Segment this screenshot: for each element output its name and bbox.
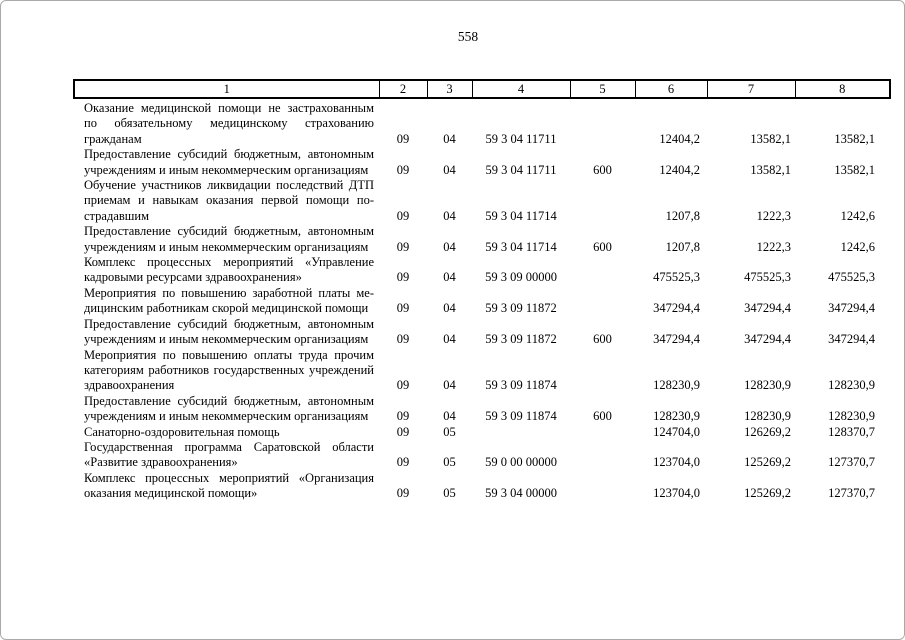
code-csr-cell xyxy=(472,425,570,440)
amount-year2-cell: 347294,4 xyxy=(744,332,791,347)
amount-year3-cell: 13582,1 xyxy=(834,162,875,177)
amount-year2-cell: 13582,1 xyxy=(750,162,791,177)
amount-year1-cell: 128230,9 xyxy=(653,409,700,424)
expense-name-cell: Государственная программа Саратовской области «Развитие здравоохранения» xyxy=(84,439,374,470)
amount-year2-cell: 125269,2 xyxy=(744,486,791,501)
expense-name-cell: Предоставление субсидий бюджетным, автономным учреждениям и иным некоммерческим организациям xyxy=(84,147,374,177)
expense-name-cell: Оказание медицинской помощи не застрахованным по обязательному медицинскому страхованию гражданам xyxy=(84,101,374,146)
expense-name-cell: Мероприятия по повышению оплаты труда прочим категориям работников государственных учреждений здравоохранения xyxy=(84,347,374,393)
amount-year1-cell: 123704,0 xyxy=(653,486,700,501)
code-pr-cell: 04 xyxy=(443,208,456,223)
code-vr-cell xyxy=(570,178,635,224)
amount-year2-cell: 128230,9 xyxy=(744,378,791,393)
column-header-3: 3 xyxy=(427,80,472,98)
code-vr-cell: 600 xyxy=(593,409,612,424)
code-rz-cell: 09 xyxy=(396,162,410,177)
page-number: 558 xyxy=(457,29,479,44)
column-header-8: 8 xyxy=(795,80,890,98)
code-vr-cell: 600 xyxy=(593,332,612,347)
code-rz-cell: 09 xyxy=(396,131,410,146)
code-pr-cell: 04 xyxy=(443,239,456,254)
table-row xyxy=(74,394,890,425)
amount-year1-cell: 1207,8 xyxy=(665,239,700,254)
code-pr-cell: 04 xyxy=(443,270,456,285)
code-csr-cell: 59 3 04 00000 xyxy=(485,486,557,501)
amount-year3-cell: 128230,9 xyxy=(828,409,875,424)
column-header-4: 4 xyxy=(472,80,570,98)
code-rz-cell: 09 xyxy=(396,486,410,501)
table-row xyxy=(74,224,890,255)
amount-year3-cell: 1242,6 xyxy=(840,208,875,223)
amount-year3-cell: 128370,7 xyxy=(828,424,875,439)
amount-year1-cell: 12404,2 xyxy=(659,131,700,146)
amount-year1-cell: 1207,8 xyxy=(665,208,700,223)
amount-year3-cell: 347294,4 xyxy=(828,301,875,316)
amount-year1-cell: 475525,3 xyxy=(653,270,700,285)
amount-year2-cell: 347294,4 xyxy=(744,301,791,316)
code-pr-cell: 04 xyxy=(443,332,456,347)
amount-year2-cell: 128230,9 xyxy=(744,409,791,424)
code-csr-cell: 59 3 04 11714 xyxy=(485,239,557,254)
code-csr-cell: 59 3 09 11874 xyxy=(485,378,557,393)
budget-table xyxy=(73,79,891,502)
amount-year1-cell: 128230,9 xyxy=(653,378,700,393)
amount-year1-cell: 123704,0 xyxy=(653,455,700,470)
code-csr-cell: 59 3 04 11711 xyxy=(485,131,557,146)
expense-name-cell: Мероприятия по повышению заработной платы медицинским работникам скорой медицинской помощи xyxy=(84,285,374,316)
code-csr-cell: 59 3 04 11714 xyxy=(485,208,557,223)
amount-year1-cell: 12404,2 xyxy=(659,162,700,177)
code-rz-cell: 09 xyxy=(396,424,410,439)
expense-name-cell: Предоставление субсидий бюджетным, автономным учреждениям и иным некоммерческим организациям xyxy=(84,316,374,347)
code-csr-cell: 59 3 09 11872 xyxy=(485,301,557,316)
column-header-6: 6 xyxy=(635,80,707,98)
code-vr-cell xyxy=(570,425,635,440)
code-rz-cell: 09 xyxy=(396,270,410,285)
amount-year3-cell: 475525,3 xyxy=(828,270,875,285)
code-csr-cell: 59 3 09 00000 xyxy=(485,270,557,285)
amount-year1-cell: 347294,4 xyxy=(653,301,700,316)
code-rz-cell: 09 xyxy=(396,239,410,254)
amount-year3-cell: 127370,7 xyxy=(828,455,875,470)
amount-year2-cell: 125269,2 xyxy=(744,455,791,470)
amount-year1-cell: 347294,4 xyxy=(653,332,700,347)
code-rz-cell: 09 xyxy=(396,301,410,316)
column-header-7: 7 xyxy=(707,80,795,98)
amount-year3-cell: 128230,9 xyxy=(828,378,875,393)
amount-year1-cell: 124704,0 xyxy=(653,424,700,439)
amount-year3-cell: 13582,1 xyxy=(834,131,875,146)
table-row xyxy=(74,317,890,348)
table-row xyxy=(74,178,890,224)
code-vr-cell xyxy=(570,286,635,317)
code-rz-cell: 09 xyxy=(396,409,410,424)
column-header-5: 5 xyxy=(570,80,635,98)
code-rz-cell: 09 xyxy=(396,455,410,470)
code-rz-cell: 09 xyxy=(396,378,410,393)
code-rz-cell: 09 xyxy=(396,332,410,347)
expense-name-cell: Комплекс процессных мероприятий «Организация оказания медицинской помощи» xyxy=(84,470,374,501)
code-pr-cell: 04 xyxy=(443,131,456,146)
code-vr-cell xyxy=(570,255,635,286)
expense-name-cell: Комплекс процессных мероприятий «Управление кадровыми ресурсами здравоохранения» xyxy=(84,255,374,285)
table-row xyxy=(74,440,890,471)
code-vr-cell: 600 xyxy=(593,162,612,177)
expense-name-cell: Предоставление субсидий бюджетным, автономным учреждениям и иным некоммерческим организациям xyxy=(84,393,374,424)
amount-year3-cell: 347294,4 xyxy=(828,332,875,347)
table-header-row xyxy=(74,80,890,98)
amount-year2-cell: 126269,2 xyxy=(744,424,791,439)
amount-year3-cell: 1242,6 xyxy=(840,239,875,254)
table-row xyxy=(74,348,890,394)
code-csr-cell: 59 3 09 11872 xyxy=(485,332,557,347)
amount-year2-cell: 1222,3 xyxy=(756,239,791,254)
amount-year2-cell: 13582,1 xyxy=(750,131,791,146)
code-pr-cell: 04 xyxy=(443,378,456,393)
code-pr-cell: 04 xyxy=(443,162,456,177)
amount-year2-cell: 1222,3 xyxy=(756,208,791,223)
code-pr-cell: 04 xyxy=(443,301,456,316)
code-rz-cell: 09 xyxy=(396,208,410,223)
table-row xyxy=(74,147,890,178)
table-row xyxy=(74,255,890,286)
code-vr-cell xyxy=(570,98,635,147)
expense-name-cell: Предоставление субсидий бюджетным, автономным учреждениям и иным некоммерческим организациям xyxy=(84,224,374,254)
code-pr-cell: 04 xyxy=(443,409,456,424)
column-header-2: 2 xyxy=(379,80,427,98)
code-csr-cell: 59 0 00 00000 xyxy=(485,455,557,470)
column-header-1: 1 xyxy=(74,80,379,98)
amount-year2-cell: 475525,3 xyxy=(744,270,791,285)
code-pr-cell: 05 xyxy=(443,424,456,439)
code-vr-cell xyxy=(570,348,635,394)
expense-name-cell: Санаторно-оздоровительная помощь xyxy=(84,424,280,439)
code-csr-cell: 59 3 09 11874 xyxy=(485,409,557,424)
code-vr-cell: 600 xyxy=(593,239,612,254)
expense-name-cell: Обучение участников ликвидации последствий ДТП приемам и навыкам оказания первой помощи пострадавшим xyxy=(84,178,374,223)
code-vr-cell xyxy=(570,440,635,471)
table-row xyxy=(74,471,890,502)
table-row xyxy=(74,98,890,147)
code-pr-cell: 05 xyxy=(443,455,456,470)
code-vr-cell xyxy=(570,471,635,502)
table-row xyxy=(74,286,890,317)
code-csr-cell: 59 3 04 11711 xyxy=(485,162,557,177)
amount-year3-cell: 127370,7 xyxy=(828,486,875,501)
table-row xyxy=(74,425,890,440)
code-pr-cell: 05 xyxy=(443,486,456,501)
